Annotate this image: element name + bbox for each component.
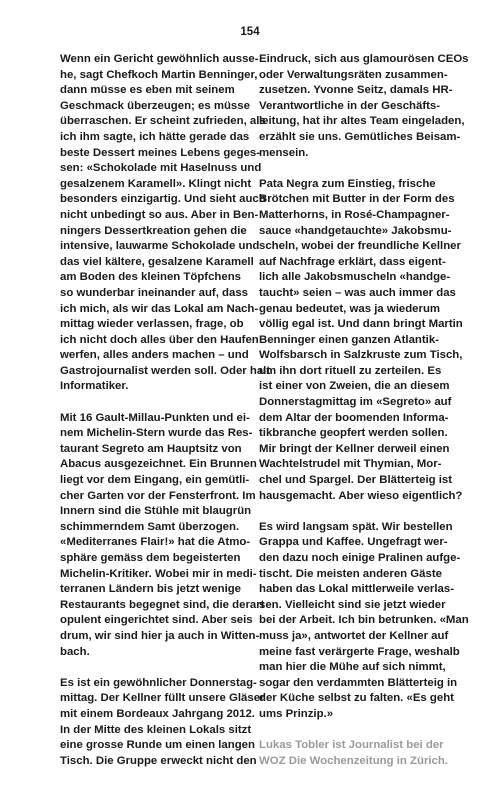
text-line: besonders einzigartig. Und sieht auch bbox=[60, 193, 266, 206]
text-line: Wenn ein Gericht gewöhnlich ausse- bbox=[60, 53, 259, 65]
text-line: oder Verwaltungsräten zusammen- bbox=[259, 68, 448, 81]
text-line: Wachtelstrudel mit Thymian, Mor- bbox=[259, 458, 442, 471]
text-line: Es ist ein gewöhnlicher Donnerstag- bbox=[60, 676, 257, 689]
text-line: sauce «handgetauchte» Jakobsmu- bbox=[259, 224, 452, 237]
text-line: Pata Negra zum Einstieg, frische bbox=[259, 177, 436, 190]
text-line: mittag wieder verlassen, frage, ob bbox=[60, 318, 244, 331]
text-line: ich mich, als wir das Lokal am Nach- bbox=[60, 302, 259, 315]
text-line: man hier die Mühe auf sich nimmt, bbox=[259, 661, 446, 674]
text-line: «Mediterranes Flair!» hat die Atmo- bbox=[60, 536, 251, 549]
text-line: Grappa und Kaffee. Ungefragt wer- bbox=[259, 536, 448, 549]
text-line: werfen, alles anders machen – und bbox=[60, 349, 249, 362]
text-line: he, sagt Chefkoch Martin Benninger, bbox=[60, 68, 258, 81]
text-line: Gastrojournalist werden soll. Oder halt bbox=[60, 364, 271, 377]
article-paragraph bbox=[60, 676, 265, 770]
text-line: der Küche selbst zu falten. «Es geht bbox=[259, 692, 454, 705]
text-line: sphäre gemäss dem begeisterten bbox=[60, 552, 241, 564]
text-line: Mir bringt der Kellner derweil einen bbox=[259, 442, 450, 455]
text-line: ningers Dessertkreation gehen die bbox=[60, 224, 247, 237]
left-column bbox=[60, 52, 271, 785]
article-paragraph bbox=[259, 520, 469, 723]
text-line: erzählt sie uns. Gemütliches Beisam- bbox=[259, 130, 461, 143]
text-line: dann müsse es eben mit seinem bbox=[60, 84, 235, 97]
text-line: beste Dessert meines Lebens geges- bbox=[60, 146, 261, 159]
page-number: 154 bbox=[240, 26, 260, 38]
text-line: das viel kältere, gesalzene Karamell bbox=[60, 255, 254, 268]
text-line: muss ja», antwortet der Kellner auf bbox=[259, 629, 449, 642]
text-line: scheln, wobei der freundliche Kellner bbox=[259, 240, 461, 253]
text-line: Es wird langsam spät. Wir bestellen bbox=[259, 520, 453, 533]
text-line: Geschmack überzeugen; es müsse bbox=[60, 99, 250, 112]
text-line: am Boden des kleinen Töpfchens bbox=[60, 271, 242, 284]
text-line: Tisch. Die Gruppe erweckt nicht den bbox=[60, 754, 257, 767]
text-line: drum, wir sind hier ja auch in Witten- bbox=[60, 629, 260, 642]
text-line: mittag. Der Kellner füllt unsere Gläser bbox=[60, 692, 265, 705]
text-line: genau bedeutet, was ja wiederum bbox=[259, 302, 441, 315]
text-line: tischt. Die meisten anderen Gäste bbox=[259, 567, 442, 580]
text-line: cher Garten vor der Fensterfront. Im bbox=[60, 489, 256, 502]
text-line: terranen Ländern bis jetzt wenige bbox=[60, 583, 242, 596]
text-line: Mit 16 Gault-Millau-Punkten und ei- bbox=[60, 411, 250, 424]
text-line: chel und Spargel. Der Blätterteig ist bbox=[259, 474, 453, 487]
text-line: zusetzen. Yvonne Seitz, damals HR- bbox=[259, 84, 453, 97]
text-line: ums Prinzip.» bbox=[259, 707, 334, 720]
text-line: hausgemacht. Aber wieso eigentlich? bbox=[259, 489, 463, 502]
text-line: meine fast verärgerte Frage, weshalb bbox=[259, 645, 460, 658]
text-line: sogar den verdammten Blätterteig in bbox=[259, 676, 458, 689]
text-line: den dazu noch einige Pralinen aufge- bbox=[259, 552, 461, 564]
text-line: sen. Vielleicht sind sie jetzt wieder bbox=[259, 598, 446, 611]
text-line: so wunderbar ineinander auf, dass bbox=[60, 286, 248, 299]
text-line: nem Michelin-Stern wurde das Res- bbox=[60, 427, 253, 440]
text-line: Eindruck, sich aus glamourösen CEOs bbox=[259, 53, 469, 65]
text-line: überraschen. Er scheint zufrieden, als bbox=[60, 115, 266, 128]
text-line: intensive, lauwarme Schokolade und bbox=[60, 240, 260, 253]
text-line: Brötchen mit Butter in der Form des bbox=[259, 193, 455, 206]
text-line: Abacus ausgezeichnet. Ein Brunnen bbox=[60, 458, 257, 471]
text-line: Matterhorns, in Rosé-Champagner- bbox=[259, 208, 450, 221]
text-line: dem Altar der boomenden Informa- bbox=[259, 411, 449, 424]
text-line: Informatiker. bbox=[60, 380, 129, 393]
article-paragraph bbox=[60, 411, 265, 661]
right-column bbox=[259, 52, 469, 785]
text-line: Verantwortliche in der Geschäfts- bbox=[259, 99, 441, 112]
article-paragraph bbox=[259, 177, 463, 504]
credit-line: WOZ Die Wochenzeitung in Zürich. bbox=[259, 754, 448, 767]
text-line: eine grosse Runde um einen langen bbox=[60, 739, 255, 752]
text-line: Innern sind die Stühle mit blaugrün bbox=[60, 505, 252, 518]
text-line: Wolfsbarsch in Salzkruste zum Tisch, bbox=[259, 349, 463, 362]
text-line: auf Nachfrage erklärt, dass eigent- bbox=[259, 255, 446, 268]
text-line: Restaurants begegnet sind, die derart bbox=[60, 598, 265, 611]
text-line: ich nicht doch alles über den Haufen bbox=[60, 333, 259, 346]
text-line: ist einer von Zweien, die an diesem bbox=[259, 380, 450, 393]
author-credit bbox=[259, 738, 448, 769]
text-line: lich alle Jakobsmuscheln «handge- bbox=[259, 271, 451, 284]
text-line: In der Mitte des kleinen Lokals sitzt bbox=[60, 723, 252, 736]
text-line: mensein. bbox=[259, 146, 309, 159]
text-line: liegt vor dem Eingang, ein gemütli- bbox=[60, 474, 250, 487]
credit-line: Lukas Tobler ist Journalist bei der bbox=[259, 739, 444, 752]
text-line: schimmerndem Samt überzogen. bbox=[60, 520, 240, 533]
text-line: sen: «Schokolade mit Haselnuss und bbox=[60, 162, 262, 175]
text-line: gesalzenem Karamell». Klingt nicht bbox=[60, 177, 252, 190]
text-line: taurant Segreto am Hauptsitz von bbox=[60, 442, 242, 455]
text-line: mit einem Bordeaux Jahrgang 2012. bbox=[60, 707, 255, 720]
text-line: ich ihm sagte, ich hätte gerade das bbox=[60, 130, 250, 143]
text-line: opulent eingerichtet sind. Aber seis bbox=[60, 614, 253, 627]
text-line: Michelin-Kritiker. Wobei mir in medi- bbox=[60, 567, 257, 580]
text-line: völlig egal ist. Und dann bringt Martin bbox=[259, 318, 463, 331]
text-line: haben das Lokal mittlerweile verlas- bbox=[259, 583, 454, 596]
text-line: um ihn dort rituell zu zerteilen. Es bbox=[259, 364, 442, 377]
text-line: bei der Arbeit. Ich bin betrunken. «Man bbox=[259, 614, 469, 627]
text-line: Benninger einen ganzen Atlantik- bbox=[259, 333, 439, 346]
text-line: nicht unbedingt so aus. Aber in Ben- bbox=[60, 208, 259, 221]
text-line: taucht» seien – was auch immer das bbox=[259, 286, 456, 299]
article-paragraph bbox=[60, 52, 271, 395]
text-line: tikbranche geopfert werden sollen. bbox=[259, 427, 448, 440]
text-line: leitung, hat ihr altes Team eingeladen, bbox=[259, 115, 465, 128]
article-paragraph bbox=[259, 52, 469, 161]
text-line: Donnerstagmittag im «Segreto» auf bbox=[259, 396, 452, 409]
text-line: bach. bbox=[60, 645, 90, 658]
